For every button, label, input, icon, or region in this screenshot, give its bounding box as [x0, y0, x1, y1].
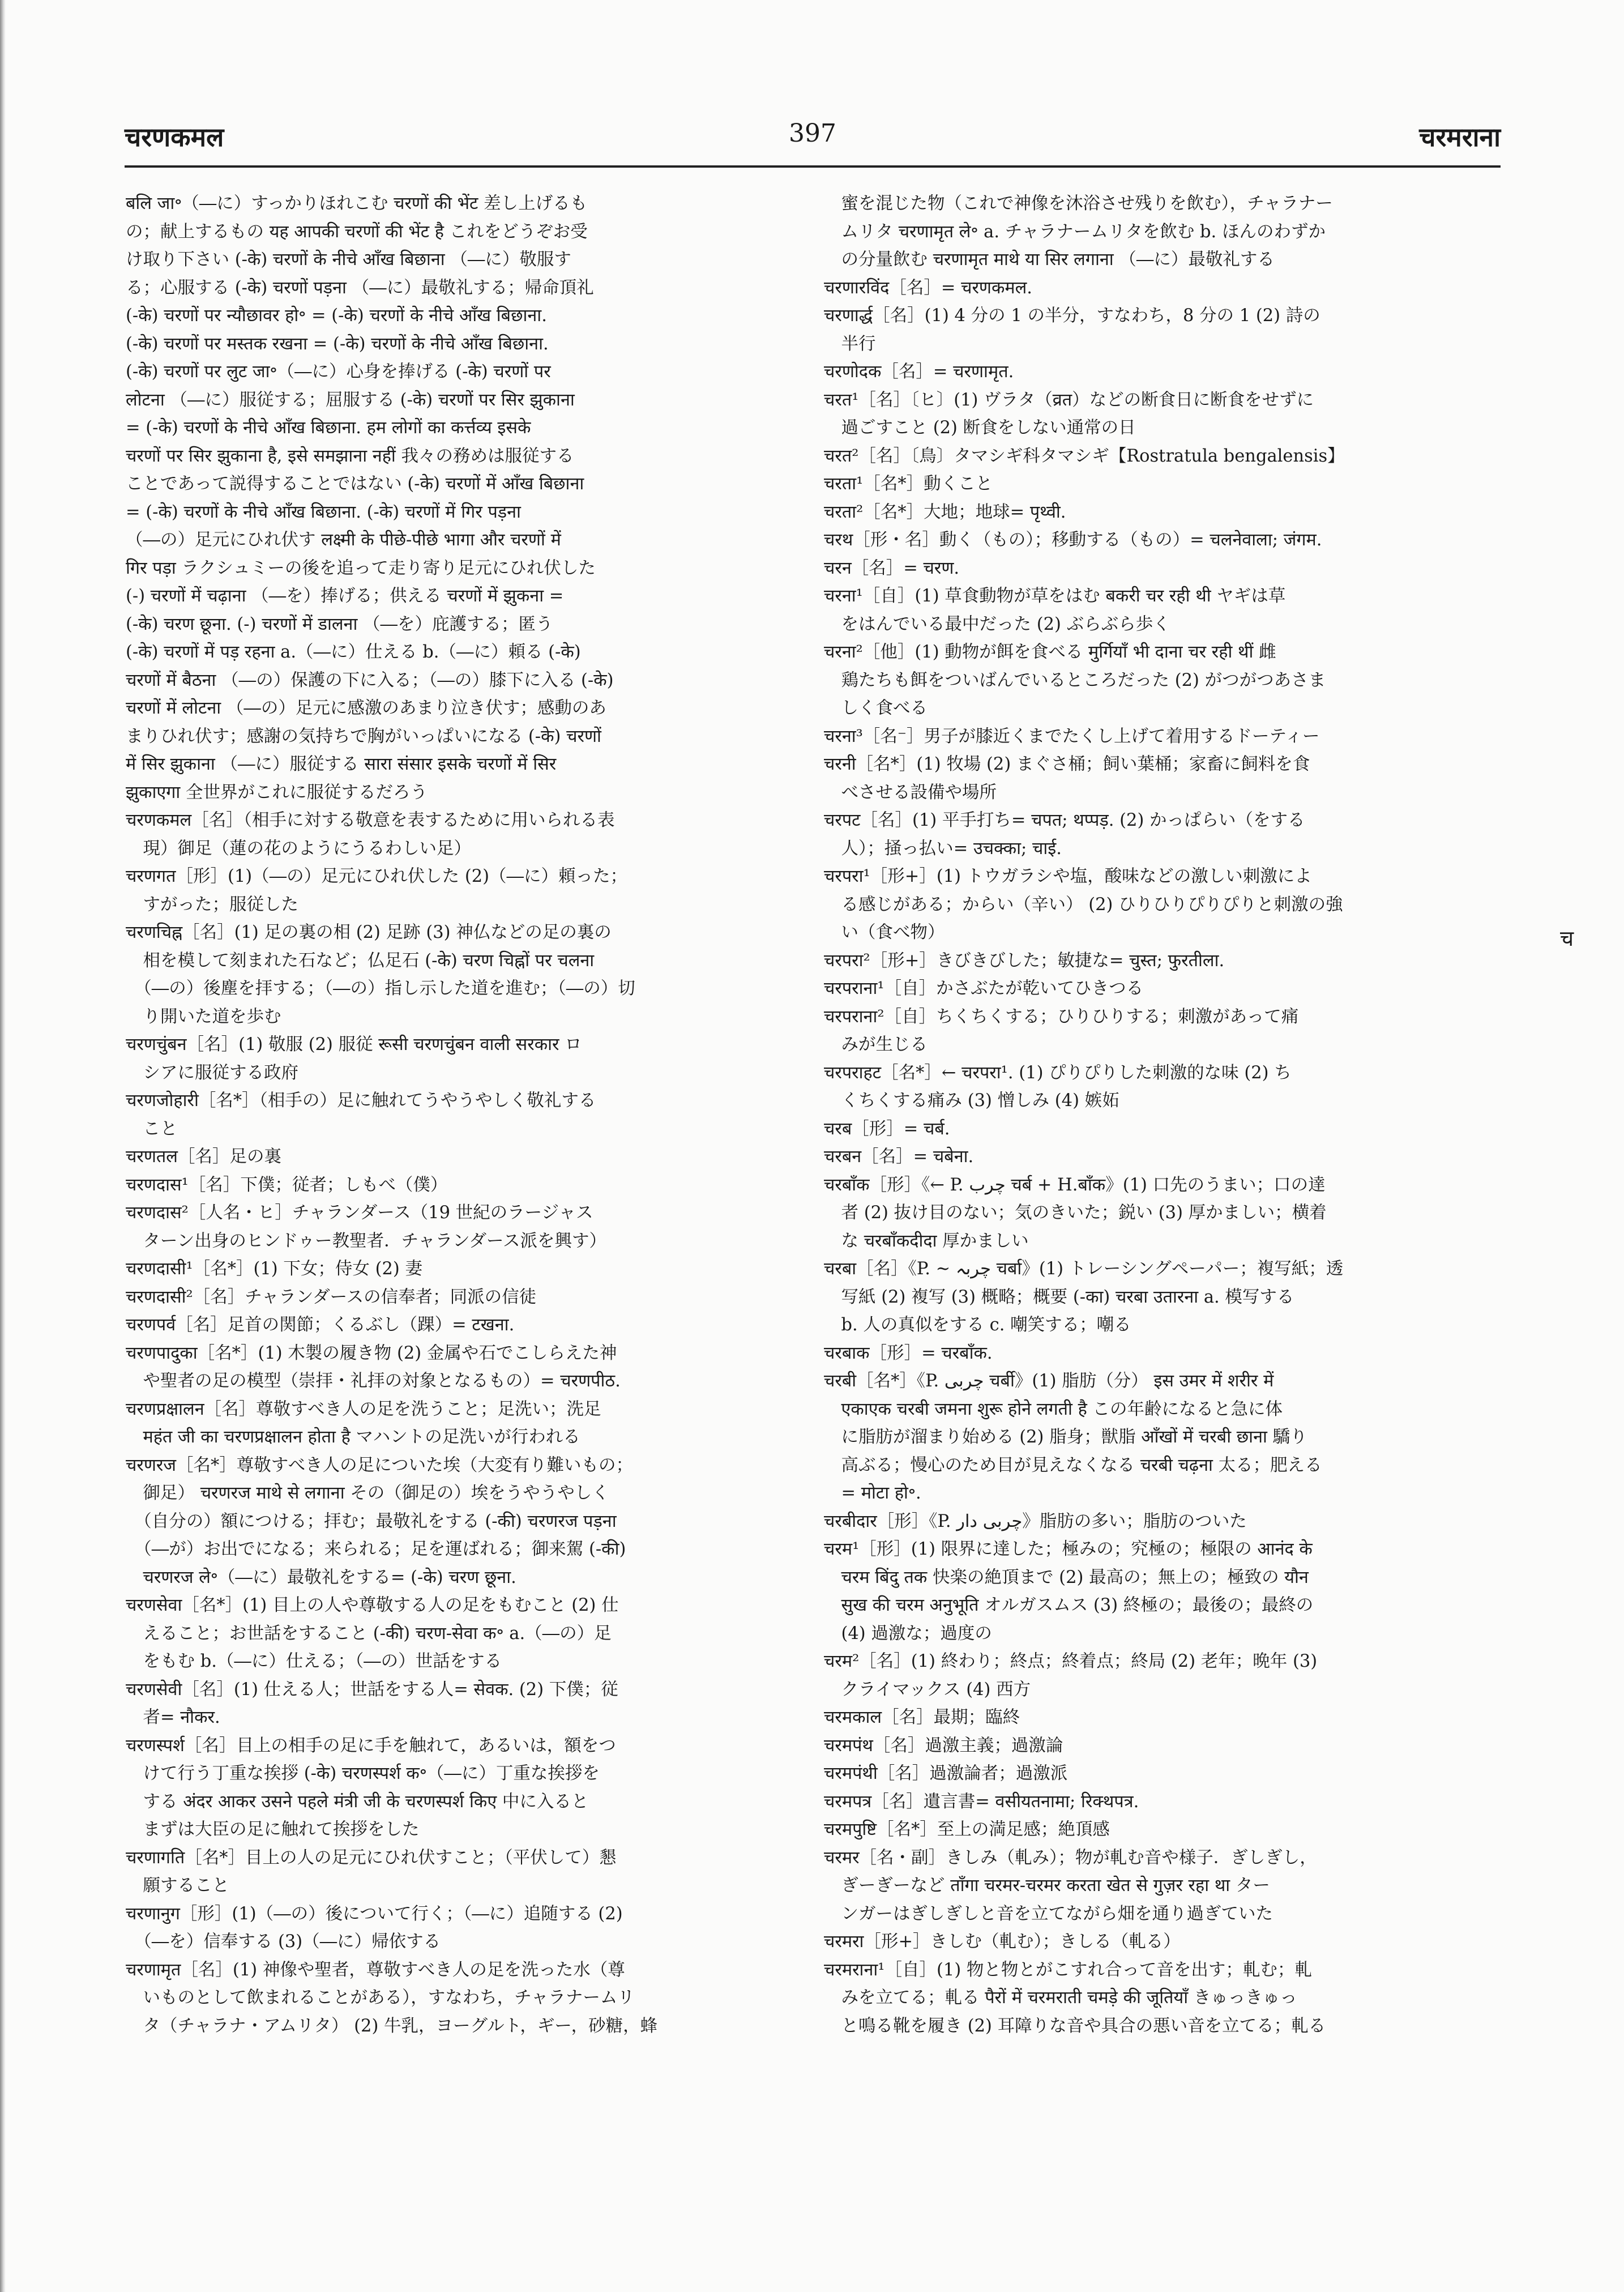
entry-line: (-) चरणों में चढ़ाना （―を）捧げる；供える चरणों में झुकना =	[126, 586, 564, 606]
thumb-index-letter: च	[1560, 926, 1574, 951]
entry-line: みが生じる	[824, 1035, 928, 1055]
entry-line: = मोटा हो॰.	[824, 1483, 921, 1503]
entry-line: चरणचुंबन［名］(1) 敬服 (2) 服従 रूसी चरणचुंबन वाली सरकार ロ	[126, 1035, 582, 1055]
entry-line: けて行う丁重な挨拶 (-के) चरणस्पर्श क॰（―に）丁重な挨拶を	[126, 1764, 600, 1783]
entry-line: चरणसेवा［名*］(1) 目上の人や尊敬する人の足をもむこと (2) 仕	[126, 1595, 619, 1615]
entry-line: くちくする痛み (3) 憎しみ (4) 嫉妬	[824, 1091, 1119, 1111]
entry-line: चरना²［他］(1) 動物が餌を食べる मुर्गियाँ भी दाना चर रही थीं 雌	[824, 642, 1276, 662]
entry-line: (-के) चरणों पर लुट जा॰（―に）心身を捧げる (-के) चरणों पर	[126, 362, 551, 382]
entry-line: 者 (2) 抜け目のない；気のきいた；鋭い (3) 厚かましい；横着	[824, 1203, 1327, 1223]
entry-line: चरणदास²［人名・ヒ］チャランダース（19 世紀のラージャス	[126, 1203, 593, 1223]
entry-line: ンガーはぎしぎしと音を立てながら畑を通り過ぎていた	[824, 1903, 1273, 1924]
entry-line: महंत जी का चरणप्रक्षालन होता है マハントの足洗いが行われる	[126, 1427, 580, 1447]
entry-line: चरणपर्व［名］足首の関節；くるぶし（踝）= टखना.	[126, 1315, 515, 1335]
entry-line: एकाएक चरबी जमना शुरू होने लगती है この年齢になると急に体	[824, 1399, 1283, 1419]
entry-line: シアに服従する政府	[126, 1062, 298, 1083]
entry-line: बलि जा॰（―に）すっかりほれこむ चरणों की भेंट 差し上げるも	[126, 194, 588, 214]
entry-line: लोटना （―に）服従する；屈服する (-के) चरणों पर सिर झुकाना	[126, 390, 575, 410]
entry-line: まずは大臣の足に触れて挨拶をした	[126, 1820, 420, 1839]
entry-line: चरम²［名］(1) 終わり；終点；終着点；終局 (2) 老年；晩年 (3)	[824, 1651, 1318, 1671]
entry-line: चरपराहट［名*］← चरपरा¹. (1) ぴりぴりした刺激的な味 (2) ち	[824, 1062, 1292, 1083]
entry-line: クライマックス (4) 西方	[824, 1679, 1031, 1700]
entry-line: में सिर झुकाना （―に）服従する सारा संसार इसके चरणों में सिर	[126, 754, 557, 774]
entry-line: चरणार्द्ध［名］(1) 4 分の 1 の半分，すなわち，8 分の 1 (2) 詩の	[824, 306, 1320, 326]
entry-line: 鶏たちも餌をついばんでいるところだった (2) がつがつあさま	[824, 670, 1326, 690]
entry-line: चरणदासी¹［名*］(1) 下女；侍女 (2) 妻	[126, 1259, 422, 1279]
entry-line: चरमराना¹［自］(1) 物と物とがこすれ合って音を出す；軋む；軋	[824, 1960, 1312, 1980]
entry-line: चरत¹［名］〔ヒ〕(1) ヴラタ（व्रत）などの断食日に断食をせずに	[824, 390, 1314, 410]
entry-line: चरणचिह्न［名］(1) 足の裏の相 (2) 足跡 (3) 神仏などの足の裏の	[126, 923, 612, 942]
entry-line: चरन［名］= चरण.	[824, 558, 960, 578]
entry-line: = (-के) चरणों के नीचे आँख बिछाना. हम लोगों का कर्त्तव्य इसके	[126, 418, 531, 438]
entry-line: （―の）後塵を拝する；（―の）指し示した道を進む；（―の）切	[126, 979, 635, 998]
header-rule	[125, 165, 1501, 168]
right-column	[824, 190, 1498, 2040]
entry-line: चरणगत［形］(1)（―の）足元にひれ伏した (2)（―に）頼った；	[126, 867, 628, 886]
entry-line: ムリタ चरणामृत ले॰ a. チャラナームリタを飲む b. ほんのわずか	[824, 221, 1326, 242]
left-guide-word: चरणकमल	[125, 122, 224, 152]
entry-line: चरपराना²［自］ちくちくする；ひりひりする；刺激があって痛	[824, 1006, 1299, 1027]
entry-line: (4) 過激な；過度の	[824, 1623, 992, 1644]
entry-line: (-के) चरणों में पड़ रहना a.（―に）仕える b.（―に）頼る (-के)	[126, 642, 581, 662]
entry-line: चरणपादुका［名*］(1) 木製の履き物 (2) 金属や石でこしらえた神	[126, 1343, 617, 1363]
entry-line: चरबन［名］= चबेना.	[824, 1147, 974, 1167]
entry-line: 半行	[824, 334, 876, 354]
entry-line: （自分の）額につける；拝む；最敬礼をする (-की) चरणरज पड़ना	[126, 1511, 617, 1531]
entry-line: चरबी［名*］《P. چربی चर्बी》(1) 脂肪（分） इस उमर में शरीर में	[824, 1371, 1274, 1391]
entry-line: えること；お世話をすること (-की) चरण-सेवा क॰ a.（―の）足	[126, 1623, 612, 1644]
entry-line: b. 人の真似をする c. 嘲笑する；嘲る	[824, 1315, 1131, 1335]
entry-line: चरणामृत［名］(1) 神像や聖者，尊敬すべき人の足を洗った水（尊	[126, 1960, 625, 1980]
entry-line: चरणों पर सिर झुकाना है, इसे समझाना नहीं 我々の務めは服従する	[126, 446, 574, 466]
entry-line: चरणस्पर्श［名］目上の相手の足に手を触れて，あるいは，額をつ	[126, 1735, 616, 1756]
entry-line: の；献上するもの यह आपकी चरणों की भेंट है これをどうぞお受	[126, 221, 588, 242]
entry-line: 蜜を混じた物（これで神像を沐浴させ残りを飲む），チャラナー	[824, 194, 1333, 214]
entry-line: する अंदर आकर उसने पहले मंत्री जी के चरणस्पर्श किए 中に入ると	[126, 1791, 589, 1812]
entry-line: ことであって説得することではない (-के) चरणों में आँख बिछाना	[126, 474, 584, 494]
entry-line: 現）御足（蓮の花のようにうるわしい足）	[126, 838, 471, 859]
entry-line: (-के) चरणों पर मस्तक रखना = (-के) चरणों के नीचे आँख बिछाना.	[126, 334, 549, 354]
entry-line: いものとして飲まれることがある），すなわち，チャラナームリ	[126, 1988, 635, 2008]
entry-line: 御足） चरणरज माथे से लगाना その（御足の）埃をうやうやしく	[126, 1483, 609, 1503]
entry-line: चरपट［名］(1) 平手打ち= चपत; थप्पड़. (2) かっぱらい（をする	[824, 810, 1305, 830]
entry-line: चरमपंथी［名］過激論者；過激派	[824, 1764, 1068, 1783]
entry-line: や聖者の足の模型（崇拝・礼拝の対象となるもの）= चरणपीठ.	[126, 1371, 621, 1391]
entry-line: चरनी［名*］(1) 牧場 (2) まぐさ桶；飼い葉桶；家畜に飼料を食	[824, 754, 1310, 774]
entry-line: सुख की चरम अनुभूति オルガスムス (3) 終極の；最後の；最終の	[824, 1595, 1314, 1615]
entry-line: 高ぶる；慢心のため目が見えなくなる चरबी चढ़ना 太る；肥える	[824, 1455, 1322, 1475]
entry-line: をもむ b.（―に）仕える；（―の）世話をする	[126, 1651, 502, 1671]
entry-line: (-के) चरणों पर न्यौछावर हो॰ = (-के) चरणों के नीचे आँख बिछाना.	[126, 306, 547, 326]
entry-line: （―を）信奉する (3)（―に）帰依する	[126, 1932, 441, 1952]
entry-line: け取り下さい (-के) चरणों के नीचे आँख बिछाना （―に）敬服す	[126, 250, 571, 270]
left-column	[126, 190, 800, 2040]
entry-line: 者= नौकर.	[126, 1708, 220, 1727]
entry-line: すがった；服従した	[126, 894, 298, 915]
entry-line: と鳴る靴を履き (2) 耳障りな音や具合の悪い音を立てる；軋る	[824, 2016, 1326, 2036]
entry-line: चरणकमल［名］（相手に対する敬意を表するために用いられる表	[126, 810, 615, 830]
entry-line: の分量飲む चरणामृत माथे या सिर लगाना （―に）最敬礼する	[824, 250, 1275, 270]
entry-line: 人）；掻っ払い= उचक्का; चाई.	[824, 838, 1062, 859]
entry-line: 願すること	[126, 1876, 229, 1896]
entry-line: 写紙 (2) 複写 (3) 概略；概要 (-का) चरबा उतारना a. 模写する	[824, 1287, 1294, 1307]
entry-line: चरबाँक［形］《← P. چرب चर्ब + H.बाँक》(1) 口先のうまい；口の達	[824, 1175, 1326, 1195]
entry-line: みを立てる；軋る पैरों में चरमराती चमड़े की जूतियाँ きゅっきゅっ	[824, 1988, 1297, 2008]
entry-line: に脂肪が溜まり始める (2) 脂身；獣脂 आँखों में चरबी छाना 驕り	[824, 1427, 1307, 1447]
entry-line: ぎーぎーなど ताँगा चरमर-चरमर करता खेत से गुज़र रहा था ター	[824, 1876, 1270, 1896]
entry-line: चरत²［名］〔鳥〕タマシギ科タマシギ【Rostratula bengalensis】	[824, 446, 1345, 466]
entry-line: चरम बिंदु तक 快楽の絶頂まで (2) 最高の；無上の；極致の यौन	[824, 1567, 1309, 1587]
entry-line: चरमपंथ［名］過激主義；過激論	[824, 1735, 1063, 1756]
entry-line: चरणारविंद［名］= चरणकमल.	[824, 278, 1033, 298]
entry-line: चरणसेवी［名］(1) 仕える人；世話をする人= सेवक. (2) 下僕；従	[126, 1679, 618, 1700]
entry-line: चरमर［名・副］きしみ（軋み）；物が軋む音や様子．ぎしぎし，	[824, 1847, 1317, 1868]
entry-line: चरपराना¹［自］かさぶたが乾いてひきつる	[824, 979, 1144, 998]
entry-line: चरम¹［形］(1) 限界に達した；極みの；究極の；極限の आनंद के	[824, 1539, 1313, 1559]
entry-line: चरब［形］= चर्ब.	[824, 1119, 950, 1139]
entry-line: झुकाएगा 全世界がこれに服従するだろう	[126, 782, 428, 803]
entry-line: चरमरा［形+］きしむ（軋む）；きしる（軋る）	[824, 1932, 1181, 1952]
entry-line: चरना³［名⁻］男子が膝近くまでたくし上げて着用するドーティー	[824, 726, 1320, 746]
entry-line: ターン出身のヒンドゥー教聖者．チャランダース派を興す）	[126, 1231, 606, 1251]
entry-line: चरमपत्र［名］遺言書= वसीयतनामा; रिक्थपत्र.	[824, 1791, 1139, 1812]
page-header	[125, 119, 1501, 164]
entry-line: चरणरज［名*］尊敬すべき人の足についた埃（大変有り難いもの；	[126, 1455, 634, 1475]
entry-line: चरता¹［名*］動くこと	[824, 474, 993, 494]
entry-line: タ（チャラナ・アムリタ） (2) 牛乳，ヨーグルト，ギー，砂糖，蜂	[126, 2016, 658, 2036]
entry-line: चरणों में बैठना （―の）保護の下に入る；（―の）膝下に入る (-के)	[126, 670, 614, 690]
entry-line: चरबाक［形］= चरबाँक.	[824, 1343, 993, 1363]
entry-line: べさせる設備や場所	[824, 782, 997, 803]
entry-line: चरमकाल［名］最期；臨終	[824, 1708, 1020, 1727]
entry-line: こと	[126, 1119, 178, 1139]
entry-line: い（食べ物）	[824, 923, 945, 942]
entry-line: (-के) चरण छूना. (-) चरणों में डालना （―を）庇護する；匿う	[126, 614, 553, 634]
entry-line: 過ごすこと (2) 断食をしない通常の日	[824, 418, 1136, 438]
entry-line: चरणदास¹［名］下僕；従者；しもべ（僕）	[126, 1175, 448, 1195]
entry-line: चरबा［名］《P. ~ چربہ चर्बा》(1) トレーシングペーパー；複写紙；透	[824, 1259, 1344, 1279]
entry-line: चरणों में लोटना （―の）足元に感激のあまり泣き伏す；感動のあ	[126, 698, 606, 718]
entry-line: चरथ［形・名］動く（もの）；移動する（もの）= चलनेवाला; जंगम.	[824, 530, 1322, 550]
entry-line: चरणजोहारी［名*］（相手の）足に触れてうやうやしく敬礼する	[126, 1091, 596, 1111]
entry-line: = (-के) चरणों के नीचे आँख बिछाना. (-के) चरणों में गिर पड़ना	[126, 502, 521, 522]
entry-line: （―の）足元にひれ伏す लक्ष्मी के पीछे-पीछे भागा और चरणों में	[126, 530, 561, 550]
entry-line: चरणप्रक्षालन［名］尊敬すべき人の足を洗うこと；足洗い；洗足	[126, 1399, 601, 1419]
entry-line: चरपरा¹［形+］(1) トウガラシや塩，酸味などの激しい刺激によ	[824, 867, 1312, 886]
entry-line: चरता²［名*］大地；地球= पृथ्वी.	[824, 502, 1066, 522]
entry-line: चरमपुष्टि［名*］至上の満足感；絶頂感	[824, 1820, 1110, 1839]
scan-edge-shadow	[0, 0, 6, 2292]
right-guide-word: चरमराना	[1419, 122, 1501, 152]
entry-line: चरणतल［名］足の裏	[126, 1147, 281, 1167]
entry-line: चरणागति［名*］目上の人の足元にひれ伏すこと；（平伏して）懇	[126, 1847, 617, 1868]
entry-line: 相を模して刻まれた石など；仏足石 (-के) चरण चिह्नों पर चलना	[126, 950, 595, 971]
entry-line: चरपरा²［形+］きびきびした；敏捷な= चुस्त; फुरतीला.	[824, 950, 1225, 971]
entry-line: चरणरज ले॰（―に）最敬礼をする= (-के) चरण छूना.	[126, 1567, 516, 1587]
page-number: 397	[789, 119, 836, 148]
entry-line: चरणानुग［形］(1)（―の）後について行く；（―に）追随する (2)	[126, 1903, 623, 1924]
entry-line: चरणोदक［名］= चरणामृत.	[824, 362, 1014, 382]
entry-line: चरणदासी²［名］チャランダースの信奉者；同派の信徒	[126, 1287, 537, 1307]
entry-line: る；心服する (-के) चरणों पड़ना （―に）最敬礼する；帰命頂礼	[126, 278, 594, 298]
entry-line: しく食べる	[824, 698, 928, 718]
entry-line: をはんでいる最中だった (2) ぶらぶら歩く	[824, 614, 1170, 634]
entry-line: गिर पड़ा ラクシュミーの後を追って走り寄り足元にひれ伏した	[126, 558, 596, 578]
entry-line: り開いた道を歩む	[126, 1006, 281, 1027]
entry-line: （―が）お出でになる；来られる；足を運ばれる；御来駕 (-की)	[126, 1539, 626, 1559]
entry-line: चरना¹［自］(1) 草食動物が草をはむ बकरी चर रही थी ヤギは草	[824, 586, 1286, 606]
entry-line: る感じがある；からい（辛い） (2) ひりひりぴりぴりと刺激の強	[824, 894, 1343, 915]
entry-line: な चरबाँकदीदा 厚かましい	[824, 1231, 1029, 1251]
entry-line: まりひれ伏す；感謝の気持ちで胸がいっぱいになる (-के) चरणों	[126, 726, 601, 746]
entry-line: चरबीदार［形］《P. چربی دار》脂肪の多い；脂肪のついた	[824, 1511, 1247, 1531]
